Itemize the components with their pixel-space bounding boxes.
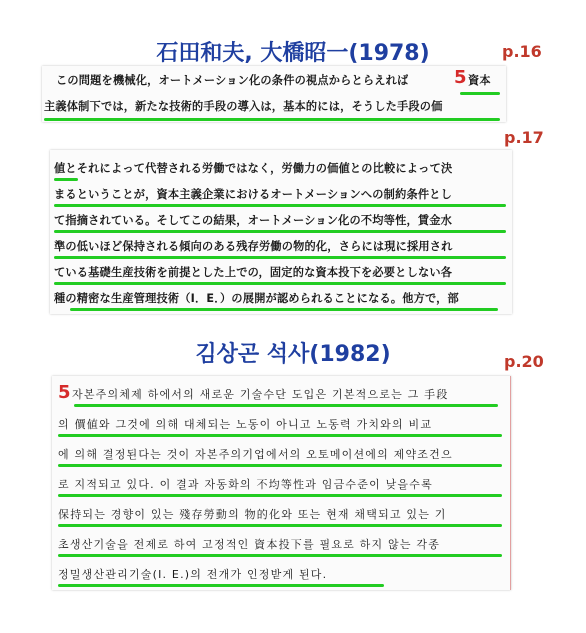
- page-ref-20: p.20: [504, 352, 544, 371]
- text-line: 정밀생산관리기술(I. E.)의 전개가 인정받게 된다.: [58, 568, 328, 581]
- highlight-underline: [58, 584, 384, 587]
- text-line: 資本: [468, 74, 491, 87]
- text-line: 초생산기술을 전제로 하여 고정적인 資本投下를 필요로 하지 않는 각종: [58, 538, 441, 551]
- highlight-underline: [58, 434, 502, 437]
- heading-korean-thesis: 김상곤 석사(1982): [195, 342, 391, 367]
- text-line: まるということが，資本主義企業におけるオートメーションへの制約条件とし: [54, 188, 453, 201]
- highlight-underline: [58, 524, 502, 527]
- page-ref-17: p.17: [504, 128, 544, 147]
- text-line: 로 지적되고 있다. 이 결과 자동화의 不均等性과 임금수준이 낮을수록: [58, 478, 433, 491]
- highlight-underline: [58, 494, 502, 497]
- text-line: 에 의해 결정된다는 것이 자본주의기업에서의 오토메이션에의 제약조건으: [58, 448, 453, 461]
- highlight-underline: [54, 204, 506, 207]
- text-line: この問題を機械化，オートメーション化の条件の視点からとらえれば: [56, 74, 409, 87]
- text-line: 자본주의체제 하에서의 새로운 기술수단 도입은 기본적으로는 그 手段: [72, 388, 449, 401]
- text-line: 種の精密な生産管理技術（I．E．）の展開が認められることになる。他方で，部: [54, 292, 459, 305]
- highlight-underline: [54, 178, 78, 181]
- highlight-underline: [54, 230, 506, 233]
- text-line: 値とそれによって代替される労働ではなく，労働力の価値との比較によって決: [54, 162, 453, 175]
- highlight-underline: [74, 404, 498, 407]
- heading-japanese-source: 石田和夫, 大橋昭一(1978): [156, 41, 430, 66]
- highlight-underline: [54, 256, 506, 259]
- text-line: 準の低いほど保持される傾向のある残存労働の物的化，さらには現に採用され: [54, 240, 453, 253]
- page-ref-16: p.16: [502, 42, 542, 61]
- text-line: 主義体制下では，新たな技術的手段の導入は，基本的には，そうした手段の価: [44, 100, 443, 113]
- marker-5: 5: [58, 382, 71, 403]
- highlight-underline: [54, 282, 506, 285]
- highlight-underline: [44, 118, 500, 121]
- scan-excerpt-p20: [52, 376, 511, 590]
- highlight-underline: [58, 464, 502, 467]
- text-line: 의 價値와 그것에 의해 대체되는 노동이 아니고 노동력 가치와의 비교: [58, 418, 433, 431]
- text-line: 保持되는 경향이 있는 殘存勞動의 物的化와 또는 현재 채택되고 있는 기: [58, 508, 447, 521]
- scan-excerpt-p16: [42, 66, 506, 122]
- highlight-underline: [460, 92, 500, 95]
- highlight-underline: [70, 308, 498, 311]
- text-line: て指摘されている。そしてこの結果，オートメーション化の不均等性，賃金水: [54, 214, 453, 227]
- marker-5: 5: [454, 67, 467, 88]
- highlight-underline: [58, 554, 502, 557]
- scan-excerpt-p17: [50, 150, 512, 314]
- text-line: ている基礎生産技術を前提とした上での，固定的な資本投下を必要としない各: [54, 266, 453, 279]
